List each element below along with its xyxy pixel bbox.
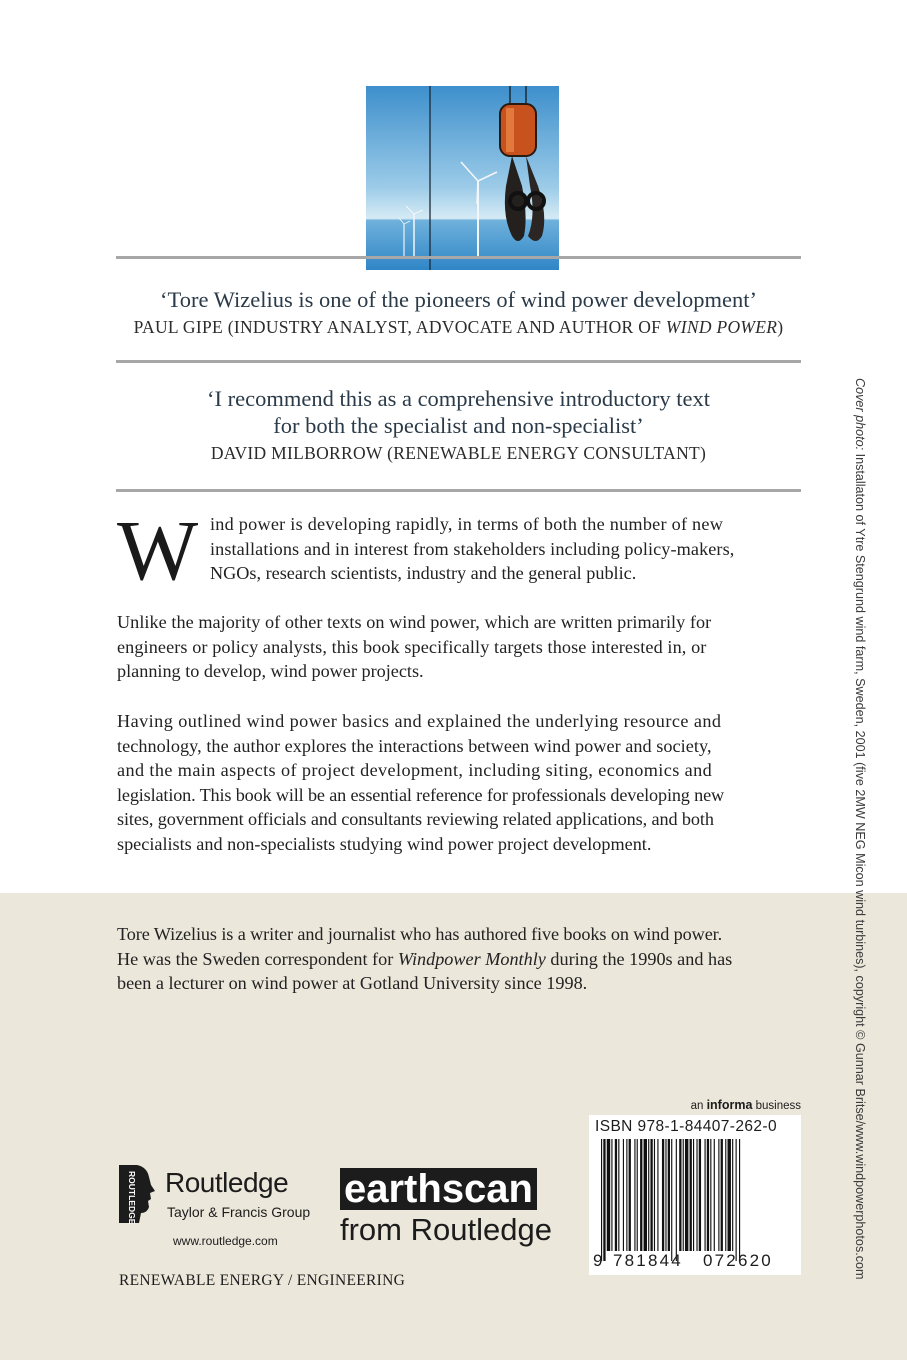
barcode-bar — [668, 1139, 670, 1251]
informa-text: business — [752, 1100, 801, 1112]
barcode-bar — [732, 1139, 733, 1251]
routledge-head-icon — [117, 1163, 161, 1225]
text-line: sites, government officials and consultants reviewing related applications, and both — [117, 809, 714, 829]
author-bio — [117, 922, 807, 996]
routledge-vertical-text: ROUTLEDGE — [127, 1171, 137, 1225]
barcode-bar — [607, 1139, 610, 1251]
bio-text: He was the Sweden correspondent for — [117, 948, 398, 969]
barcode-left-digits: 781844 — [613, 1251, 683, 1270]
barcode-bar — [705, 1139, 706, 1251]
text-line: Having outlined wind power basics and explained the underlying resource and — [117, 711, 722, 731]
barcode-bar — [739, 1139, 740, 1261]
barcode-right-digits: 072620 — [703, 1251, 773, 1270]
barcode-bar — [707, 1139, 709, 1251]
routledge-group: Taylor & Francis Group — [167, 1204, 311, 1220]
barcode-bar — [640, 1139, 642, 1251]
barcode-bar — [728, 1139, 731, 1251]
barcode-bar — [611, 1139, 612, 1251]
barcode — [589, 1115, 801, 1275]
informa-text: an — [690, 1100, 707, 1112]
description-paragraph-2 — [117, 610, 800, 684]
cover-photo-credit — [850, 378, 870, 1288]
barcode-bar — [683, 1139, 684, 1251]
routledge-name: Routledge — [165, 1167, 289, 1198]
magazine-title: Windpower Monthly — [397, 948, 546, 969]
credit-label: Cover photo: — [853, 378, 867, 451]
barcode-bar — [629, 1139, 631, 1251]
isbn-label: ISBN 978-1-84407-262-0 — [595, 1118, 777, 1135]
quote-attribution — [116, 315, 801, 339]
barcode-bar — [603, 1139, 605, 1261]
barcode-bar — [736, 1139, 737, 1261]
text-line: Unlike the majority of other texts on wind power, which are written primarily for — [117, 612, 712, 632]
informa-tagline — [680, 1097, 801, 1114]
drop-cap: W — [117, 502, 199, 598]
text-line: been a lecturer on wind power at Gotland University since 1998. — [117, 973, 588, 993]
barcode-bar — [615, 1139, 617, 1251]
routledge-url: www.routledge.com — [173, 1234, 278, 1248]
text-line: planning to develop, wind power projects. — [117, 661, 424, 681]
attribution-book-title: WIND POWER — [665, 317, 778, 337]
quote-text: ‘I recommend this as a comprehensive introductory text — [207, 386, 710, 411]
text-line: legislation. This book will be an essential reference for professionals developing new — [117, 784, 724, 805]
description-paragraph-3 — [117, 709, 800, 856]
credit-text: Installaton of Ytre Stengrund wind farm, Sweden, 2001 (five 2MW NEG Micon wind turbines), copyright © Gunnar Britse/www.windpowerphotos.com — [853, 450, 867, 1280]
barcode-bar — [676, 1139, 677, 1261]
divider — [116, 256, 801, 259]
barcode-bar — [699, 1139, 701, 1251]
barcode-bar — [665, 1139, 666, 1251]
informa-brand: informa — [706, 1098, 753, 1112]
barcode-bar — [714, 1139, 715, 1251]
barcode-first-digit: 9 — [593, 1251, 603, 1270]
attribution-suffix: ) — [777, 317, 784, 337]
quote-text: ‘Tore Wizelius is one of the pioneers of wind power development’ — [160, 287, 757, 312]
earthscan-name: earthscan — [340, 1168, 537, 1210]
attribution-text: PAUL GIPE (INDUSTRY ANALYST, ADVOCATE AND AUTHOR OF — [133, 317, 666, 337]
barcode-bar — [679, 1139, 681, 1251]
barcode-bar — [618, 1139, 619, 1251]
divider — [116, 360, 801, 363]
barcode-bar — [718, 1139, 719, 1251]
text-line: and the main aspects of project development, including siting, economics and — [117, 760, 713, 780]
text-line: installations and in interest from stakeholders including policy-makers, — [210, 538, 735, 559]
barcode-bar — [654, 1139, 655, 1251]
barcode-bars — [601, 1139, 791, 1261]
text-line: Tore Wizelius is a writer and journalist who has authored five books on wind power. — [117, 924, 723, 944]
barcode-bar — [601, 1139, 602, 1261]
barcode-bar — [710, 1139, 711, 1251]
barcode-bar — [685, 1139, 688, 1251]
text-line: engineers or policy analysts, this book specifically targets those interested in, or — [117, 636, 707, 657]
barcode-bar — [623, 1139, 624, 1251]
barcode-bar — [662, 1139, 664, 1251]
barcode-bar — [671, 1139, 672, 1261]
review-quote-1 — [116, 286, 801, 339]
quote-text: for both the specialist and non-specialist’ — [273, 413, 644, 438]
earthscan-logo — [340, 1168, 570, 1250]
barcode-bar — [721, 1139, 723, 1251]
text-line — [117, 947, 807, 972]
text-line: specialists and non-specialists studying wind power project development. — [117, 833, 652, 854]
text-line: NGOs, research scientists, industry and the general public. — [210, 563, 637, 583]
description-paragraph-1 — [210, 512, 800, 586]
barcode-bar — [696, 1139, 697, 1251]
category-label: RENEWABLE ENERGY / ENGINEERING — [119, 1272, 406, 1289]
barcode-bar — [690, 1139, 692, 1251]
barcode-bar — [644, 1139, 647, 1251]
barcode-bar — [657, 1139, 658, 1251]
text-line: ind power is developing rapidly, in terms of both the number of new — [210, 514, 724, 534]
quote-attribution: DAVID MILBORROW (RENEWABLE ENERGY CONSULTANT) — [210, 443, 707, 463]
barcode-bar — [634, 1139, 635, 1251]
bio-text: during the 1990s and has — [545, 948, 733, 969]
barcode-bar — [648, 1139, 649, 1251]
barcode-bar — [637, 1139, 638, 1251]
barcode-bar — [693, 1139, 694, 1251]
text-line: technology, the author explores the interactions between wind power and society, — [117, 735, 712, 756]
review-quote-2 — [116, 385, 801, 465]
cover-photo — [366, 86, 559, 270]
barcode-bar — [650, 1139, 652, 1251]
barcode-bar — [725, 1139, 726, 1251]
routledge-logo — [117, 1163, 327, 1253]
earthscan-sub: from Routledge — [340, 1212, 552, 1247]
divider — [116, 489, 801, 492]
barcode-bar — [626, 1139, 627, 1251]
